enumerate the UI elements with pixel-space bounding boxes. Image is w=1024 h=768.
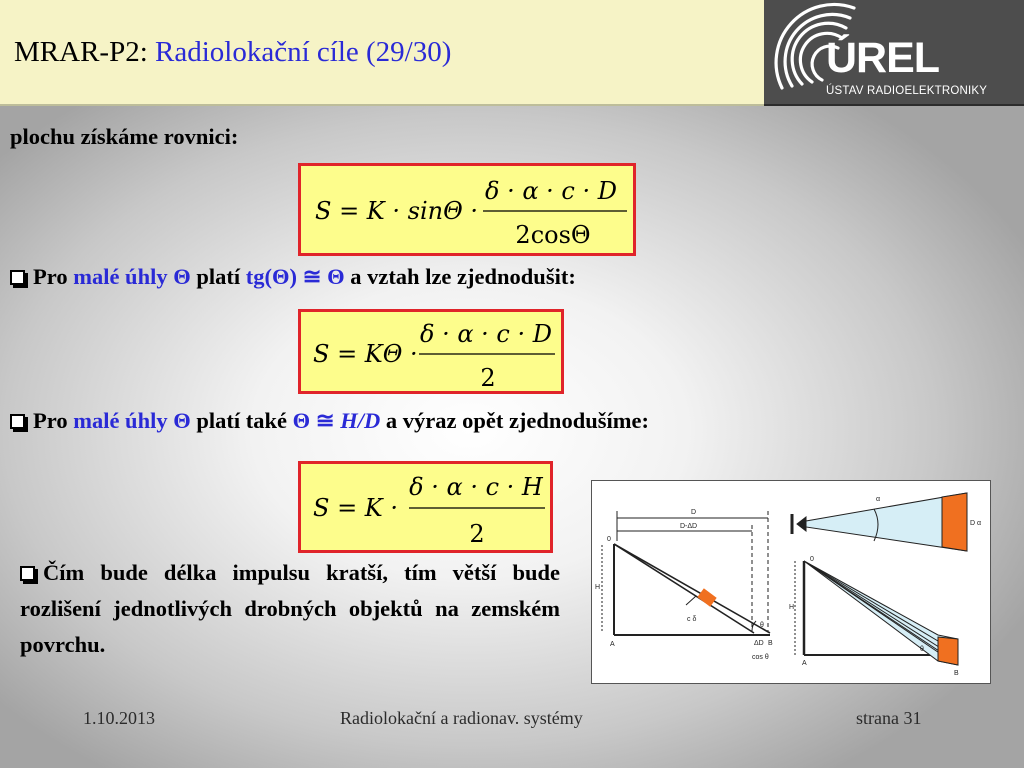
bullet-2-text-c: platí také: [190, 408, 293, 433]
label-D-minus-dD: D-ΔD: [680, 523, 698, 530]
pulse-segment-right: [938, 637, 958, 665]
label-D: D: [691, 509, 697, 516]
label-H-right: H: [789, 604, 795, 611]
formula-3: [301, 464, 556, 556]
antenna-icon: [797, 517, 806, 531]
bullet-2-text-f: a výraz opět zjednodušíme:: [380, 408, 649, 433]
ray-upper-left: [614, 544, 754, 633]
logo-subtitle: ÚSTAV RADIOELEKTRONIKY: [826, 85, 988, 97]
logo-name: ÚREL: [826, 34, 940, 82]
bullet-2-text-e: H/D: [340, 408, 381, 433]
geometry-diagram: [591, 480, 991, 684]
formula-3-lhs: S = K ·: [313, 494, 398, 522]
formula-1-denominator: 2cosΘ: [515, 221, 591, 249]
bullet-1: [10, 264, 576, 290]
pulse-annotation: [686, 596, 696, 605]
formula-3-numerator: δ · α · c · H: [409, 473, 543, 501]
label-theta-left: θ: [760, 622, 764, 629]
label-c-delta: c δ: [687, 616, 697, 623]
footer-page: strana 31: [856, 708, 922, 728]
label-alpha: α: [876, 496, 881, 503]
label-B-left: B: [768, 640, 773, 647]
bullet-1-text-b: malé úhly Θ: [73, 264, 191, 289]
radar-geometry-figure: [592, 481, 992, 685]
footer-course: Radiolokační a radionav. systémy: [340, 708, 583, 728]
bullet-2-text-b: malé úhly Θ: [73, 408, 191, 433]
formula-3-denominator: 2: [469, 520, 485, 548]
title-bar: [0, 0, 764, 106]
slide-title-subtitle: Radiolokační cíle (29/30): [155, 36, 452, 68]
label-zero-left: 0: [607, 536, 611, 543]
label-B-right: B: [954, 670, 959, 677]
slide-title: [14, 36, 451, 69]
paragraph-text: Čím bude délka impulsu kratší, tím větší bude rozlišení jednotlivých drobných objektů na zemském povrchu.: [20, 560, 560, 657]
label-D-alpha: D α: [970, 520, 982, 527]
label-A-left: A: [610, 641, 615, 648]
checkbox-bullet-icon: [20, 566, 35, 581]
bullet-2-text-a: Pro: [33, 408, 74, 433]
formula-2-denominator: 2: [480, 364, 496, 392]
formula-1-lhs: S = K · sinΘ ·: [315, 197, 479, 225]
label-zero-right: 0: [810, 556, 814, 563]
ray-right-1: [804, 561, 938, 641]
formula-box-2: [298, 309, 564, 394]
label-H-left: H: [595, 584, 601, 591]
footer-date: 1.10.2013: [83, 708, 155, 728]
formula-1: [301, 166, 639, 259]
bullet-2: [10, 408, 649, 434]
checkbox-bullet-icon: [10, 414, 25, 429]
label-A-right: A: [802, 660, 807, 667]
pulse-segment-left: [698, 589, 716, 606]
label-dD-den: cos θ: [752, 654, 769, 661]
label-dD-num: ΔD: [754, 640, 764, 647]
intro-text: plochu získáme rovnici:: [10, 124, 239, 149]
ray-right-4: [804, 561, 954, 663]
formula-2: [301, 312, 567, 397]
bullet-1-text-e: a vztah lze zjednodušit:: [344, 264, 576, 289]
resolution-paragraph: [20, 555, 560, 663]
bullet-1-text-d: tg(Θ) ≅ Θ: [245, 264, 345, 289]
bullet-1-text-c: platí: [190, 264, 246, 289]
beam-footprint: [942, 493, 967, 551]
formula-1-numerator: δ · α · c · D: [485, 177, 617, 205]
formula-box-1: [298, 163, 636, 256]
checkbox-bullet-icon: [10, 270, 25, 285]
bullet-2-text-d: Θ ≅: [292, 408, 341, 433]
formula-2-numerator: δ · α · c · D: [420, 320, 552, 348]
label-theta-right: θ: [920, 646, 924, 653]
slide-title-prefix: MRAR-P2:: [14, 36, 156, 68]
bullet-1-text-a: Pro: [33, 264, 74, 289]
formula-box-3: [298, 461, 553, 553]
formula-2-lhs: S = KΘ ·: [313, 340, 418, 368]
